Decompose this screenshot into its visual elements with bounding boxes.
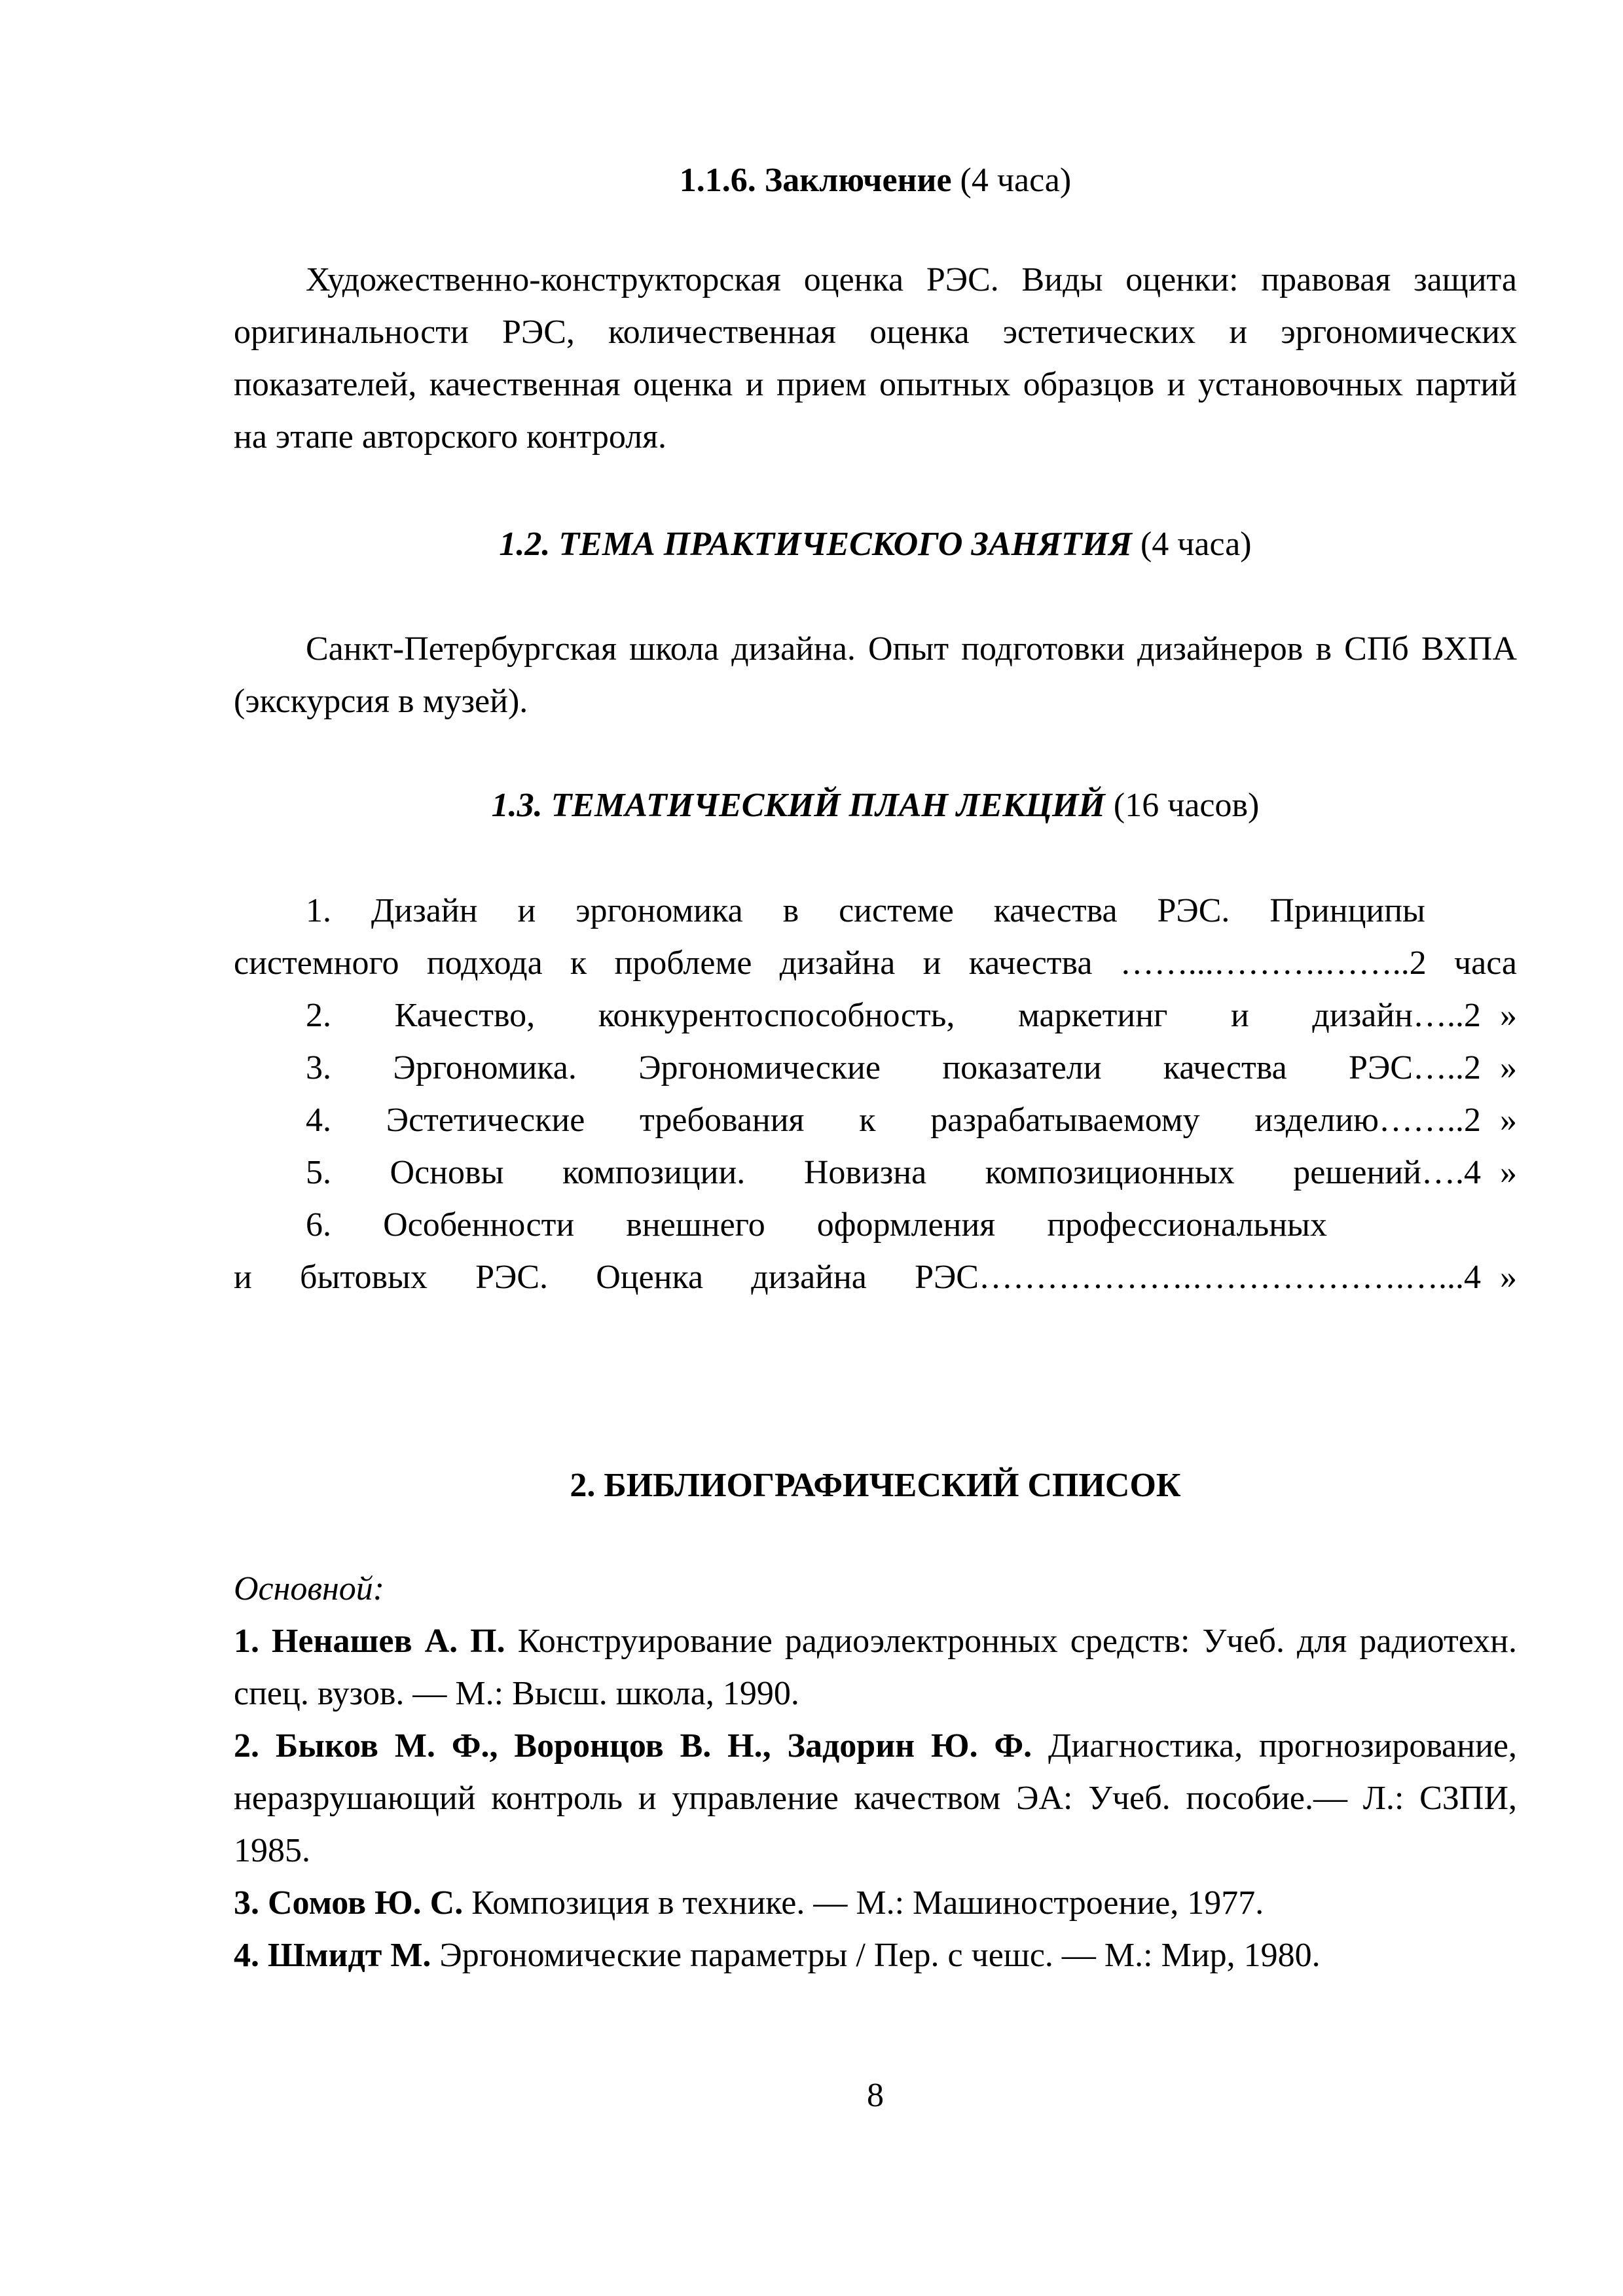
bibliography-item-3 [234,1877,1264,1929]
bibliography-item-text: Диагностика, прогнозирование, неразрушающий контроль и управление качеством ЭА: Учеб. пособие.— Л.: СЗПИ, 1985. [234,1727,1518,1869]
lecture-item-6-line2 [234,1251,1517,1304]
lecture-item-text: 4. Эстетические требования к разрабатываемому изделию……..2 [306,1102,1481,1139]
section-116-hours: (4 часа) [960,162,1072,199]
section-12-body: Санкт-Петербургская школа дизайна. Опыт подготовки дизайнеров в СПб ВХПА (экскурсия в музей). [234,630,1517,720]
lecture-item-unit: » [1500,1154,1517,1191]
lecture-item-5 [234,1147,1517,1199]
lecture-item-unit: » [1500,1259,1517,1296]
lecture-item-text: системного подхода к проблеме дизайна и качества ……...……….……..2 часа [234,944,1517,982]
lecture-item-text: 1. Дизайн и эргономика в системе качества РЭС. Принципы [306,892,1425,929]
lecture-item-text: 3. Эргономика. Эргономические показатели качества РЭС…..2 [306,1049,1481,1086]
section-116-title: Заключение [764,162,952,199]
section-13-heading [234,780,1517,832]
page-number: 8 [867,2077,884,2114]
section-12-hours: (4 часа) [1140,526,1252,563]
bibliography-item-number: 2. [234,1727,259,1765]
bibliography-item-text: Эргономические параметры / Пер. с чешс. — М.: Мир, 1980. [439,1937,1321,1974]
lecture-item-2 [234,990,1517,1042]
bibliography-item-authors: Шмидт М. [268,1937,431,1974]
bibliography-item-number: 3. [234,1884,259,1922]
lecture-item-1-line2 [234,937,1517,990]
lecture-item-3 [234,1042,1517,1094]
lecture-item-unit: » [1500,1049,1517,1086]
section-13-title: 1.3. ТЕМАТИЧЕСКИЙ ПЛАН ЛЕКЦИЙ [491,787,1105,824]
section-12-title: 1.2. ТЕМА ПРАКТИЧЕСКОГО ЗАНЯТИЯ [499,526,1132,563]
lecture-item-text: и бытовых РЭС. Оценка дизайна РЭС……………….……………….…...4 [234,1259,1481,1296]
section-116-body: Художественно-конструкторская оценка РЭС. Виды оценки: правовая защита оригинальности РЭС, количественная оценка эстетических и эргономических показателей, качественная оценка и прием опытных образцов и установочных партий на этапе авторского контроля. [234,261,1517,456]
section-13-hours: (16 часов) [1113,787,1260,824]
bibliography-item-authors: Ненашев А. П. [272,1623,505,1660]
bibliography-subtitle-text: Основной: [234,1570,385,1607]
bibliography-item-4 [234,1929,1321,1982]
lecture-item-text: 2. Качество, конкурентоспособность, маркетинг и дизайн…..2 [306,997,1481,1034]
lecture-item-4 [234,1094,1517,1147]
section-12-heading [234,518,1517,571]
lecture-item-text: 5. Основы композиции. Новизна композиционных решений….4 [306,1154,1481,1191]
section-116-number: 1.1.6. [679,162,756,199]
bibliography-item-1 [234,1615,1517,1720]
bibliography-item-2 [234,1720,1517,1877]
bibliography-item-text: Композиция в технике. — М.: Машиностроение, 1977. [471,1884,1264,1922]
bibliography-item-number: 1. [234,1623,259,1660]
bibliography-item-authors: Сомов Ю. С. [268,1884,464,1922]
section-116-heading [234,154,1517,207]
lecture-item-unit: » [1500,997,1517,1034]
bibliography-item-authors: Быков М. Ф., Воронцов В. Н., Задорин Ю. Ф. [275,1727,1032,1765]
bibliography-title: 2. БИБЛИОГРАФИЧЕСКИЙ СПИСОК [570,1467,1181,1504]
bibliography-heading [234,1460,1517,1512]
lecture-item-unit: » [1500,1102,1517,1139]
bibliography-item-text: Конструирование радиоэлектронных средств: Учеб. для радиотехн. спец. вузов. — М.: Высш. школа, 1990. [234,1623,1517,1712]
lecture-item-6-line1 [234,1199,1517,1251]
bibliography-item-number: 4. [234,1937,259,1974]
lecture-item-1-line1 [234,885,1517,937]
lecture-item-text: 6. Особенности внешнего оформления профессиональных [306,1206,1327,1244]
bibliography-subtitle [234,1563,384,1615]
